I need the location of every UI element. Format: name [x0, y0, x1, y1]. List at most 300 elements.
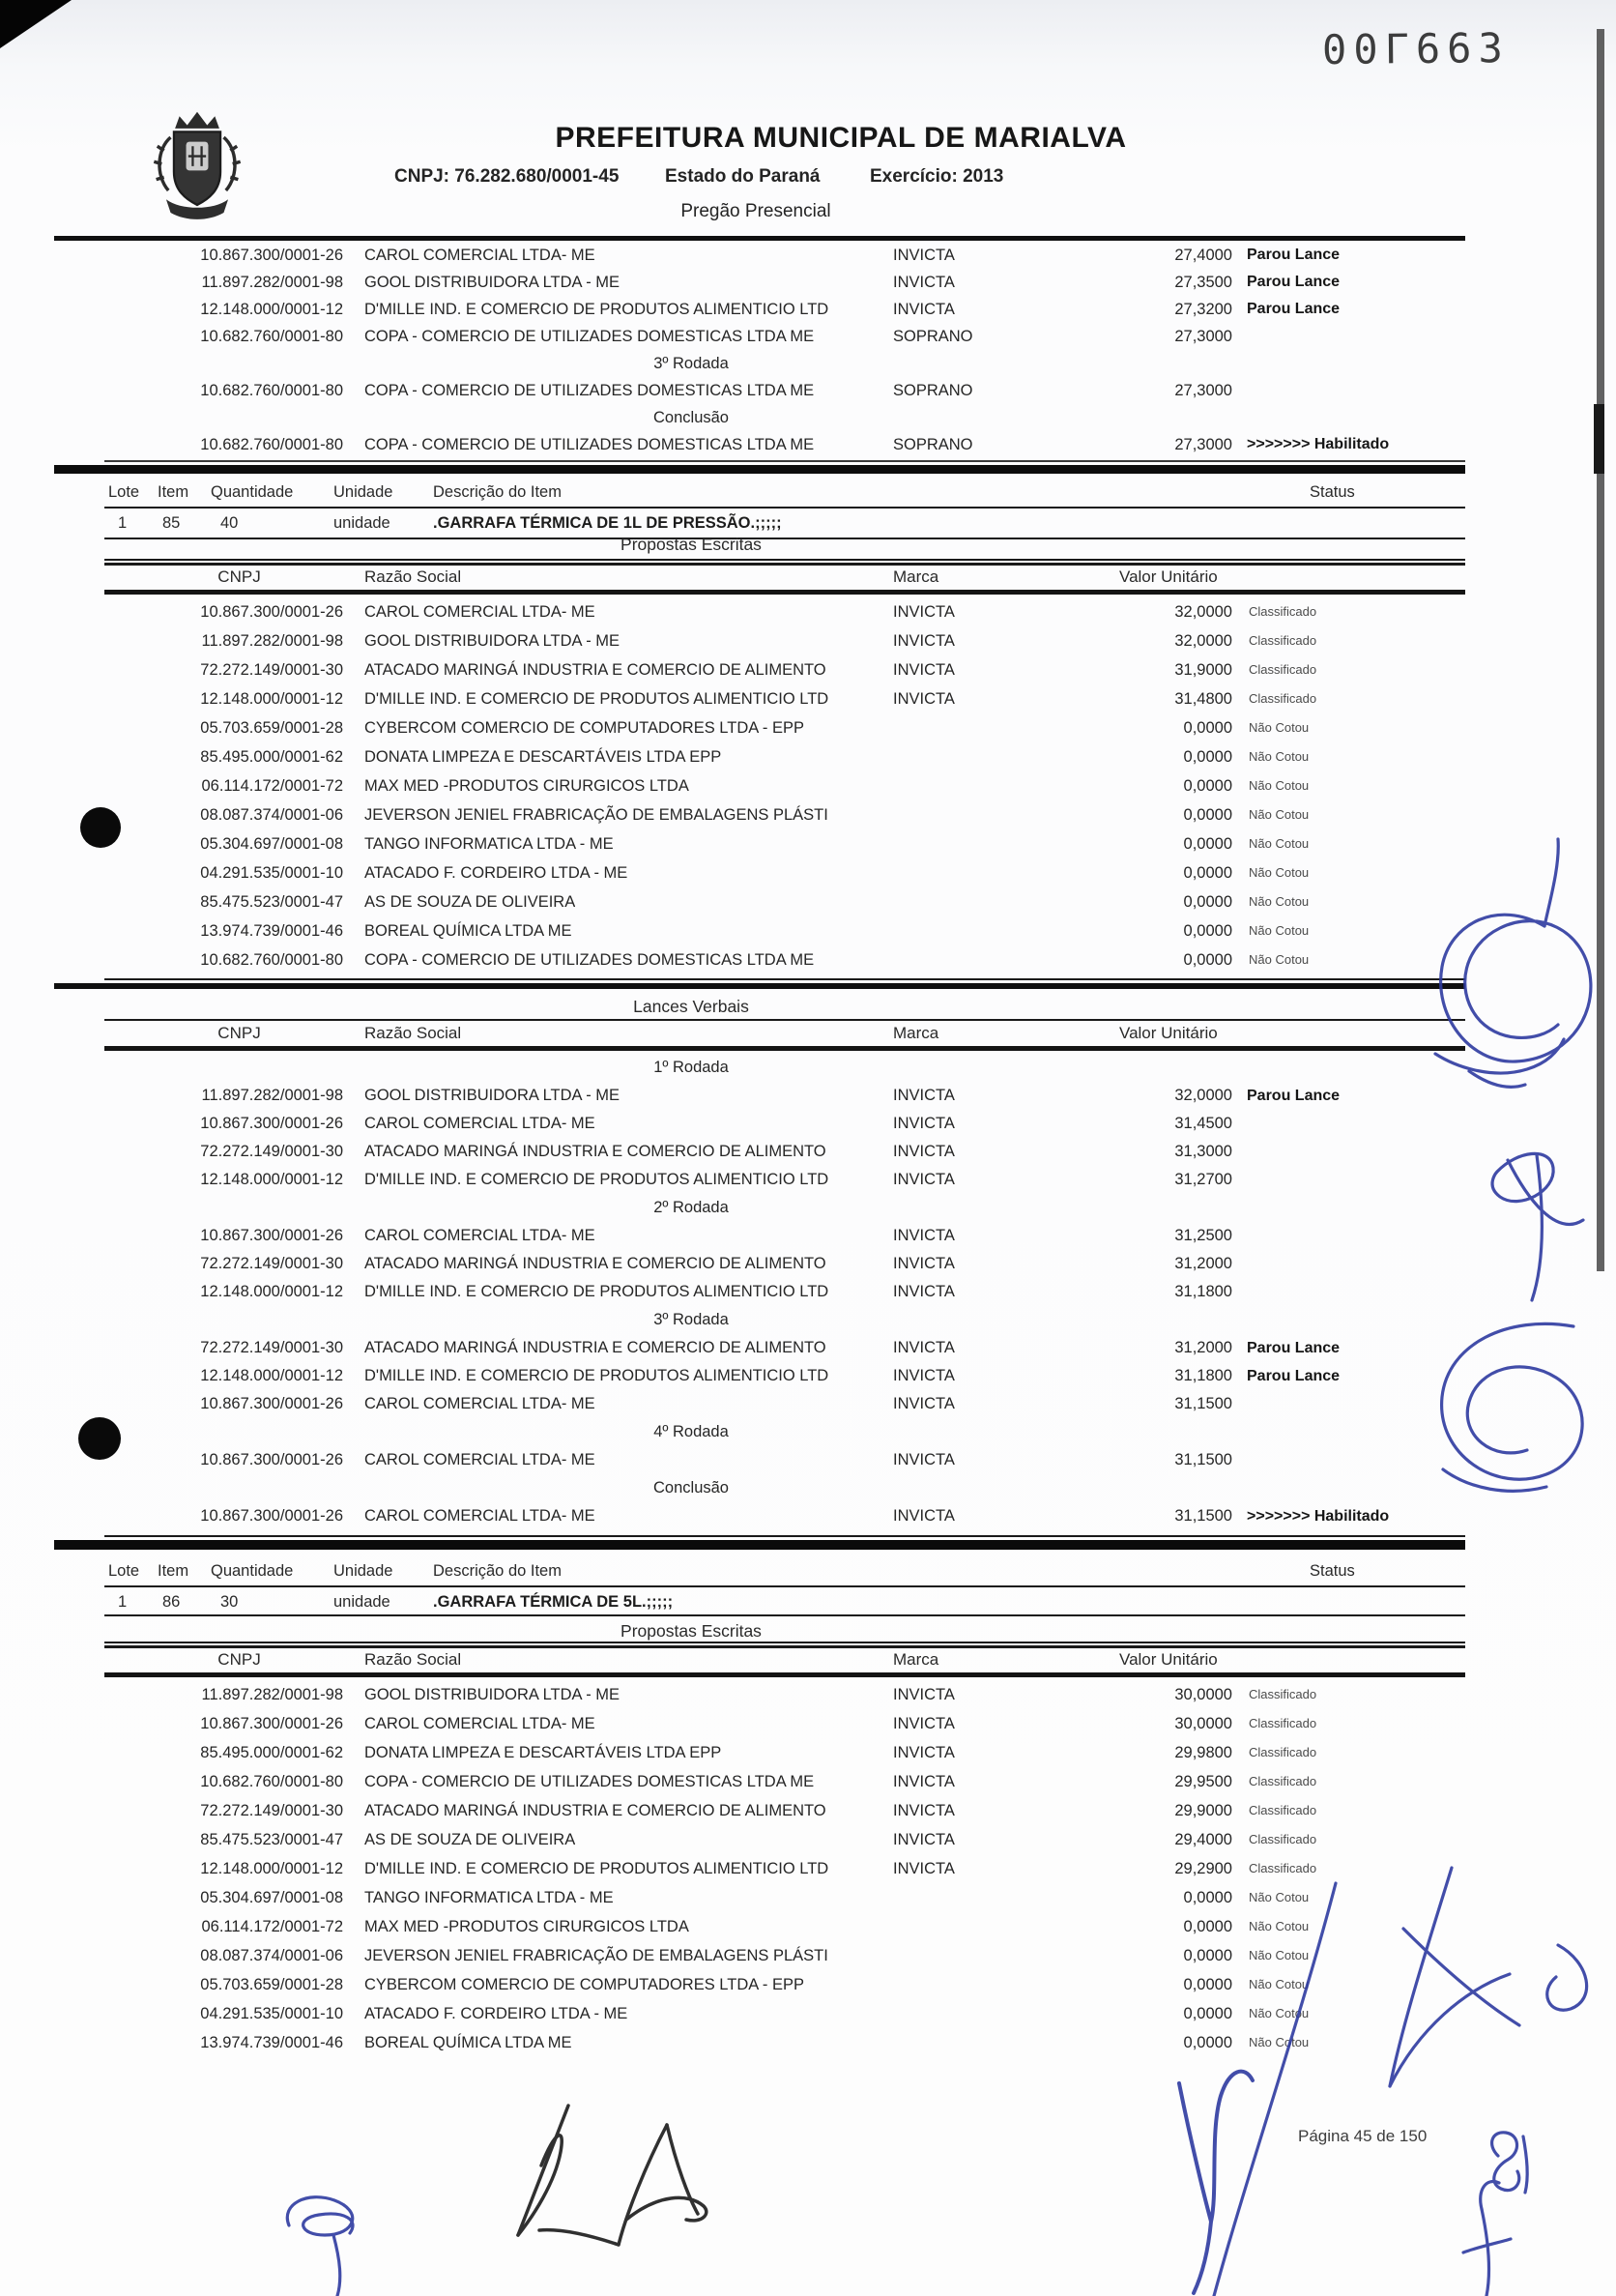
- col-descricao: Descrição do Item: [433, 1562, 562, 1580]
- cell-razao-social: D'MILLE IND. E COMERCIO DE PRODUTOS ALIMENTICIO LTD: [364, 1283, 829, 1300]
- cell-cnpj: 10.867.300/0001-26: [200, 1715, 343, 1732]
- cell-razao-social: ATACADO MARINGÁ INDUSTRIA E COMERCIO DE ALIMENTO: [364, 1339, 826, 1356]
- col-cnpj: CNPJ: [217, 1650, 261, 1669]
- cell-valor-unitario: 31,9000: [1174, 661, 1232, 679]
- round-label: 1º Rodada: [653, 1059, 729, 1076]
- cell-cnpj: 04.291.535/0001-10: [200, 2005, 343, 2022]
- cell-marca: INVICTA: [893, 1171, 955, 1188]
- cell-razao-social: D'MILLE IND. E COMERCIO DE PRODUTOS ALIMENTICIO LTD: [364, 690, 829, 708]
- divider-line: [54, 465, 1465, 474]
- document-subtitle: Pregão Presencial: [680, 201, 831, 221]
- propostas-escritas-table-85: [0, 597, 1616, 974]
- cell-razao-social: JEVERSON JENIEL FRABRICAÇÃO DE EMBALAGENS PLÁSTI: [364, 1947, 828, 1964]
- exercise-line: [870, 166, 1003, 188]
- cell-cnpj: 12.148.000/0001-12: [200, 1171, 343, 1188]
- cell-cnpj: 10.867.300/0001-26: [200, 603, 343, 621]
- table-row: [0, 1502, 1616, 1530]
- cell-cnpj: 10.682.760/0001-80: [200, 436, 343, 453]
- cell-razao-social: ATACADO MARINGÁ INDUSTRIA E COMERCIO DE ALIMENTO: [364, 1255, 826, 1272]
- table-row: [0, 1796, 1616, 1825]
- cell-status-muted: Classificado: [1249, 662, 1317, 677]
- cell-razao-social: AS DE SOUZA DE OLIVEIRA: [364, 1831, 576, 1848]
- cell-cnpj: 10.867.300/0001-26: [200, 1507, 343, 1525]
- cell-cnpj: 11.897.282/0001-98: [201, 274, 343, 291]
- cell-valor-unitario: 32,0000: [1174, 1087, 1232, 1104]
- value-quantidade: 40: [220, 514, 239, 532]
- cell-valor-unitario: 0,0000: [1183, 1976, 1232, 1993]
- cell-status-muted: Classificado: [1249, 633, 1317, 648]
- cell-razao-social: D'MILLE IND. E COMERCIO DE PRODUTOS ALIMENTICIO LTD: [364, 1860, 829, 1877]
- table-row: [0, 1446, 1616, 1474]
- cell-valor-unitario: 27,3000: [1174, 436, 1232, 453]
- cell-cnpj: 10.682.760/0001-80: [200, 951, 343, 969]
- divider-line: [104, 460, 1465, 462]
- cell-cnpj: 10.867.300/0001-26: [200, 247, 343, 264]
- cell-status-muted: Não Cotou: [1249, 2006, 1310, 2020]
- cell-razao-social: GOOL DISTRIBUIDORA LTDA - ME: [364, 1686, 620, 1703]
- exercise-label: Exercício:: [870, 166, 958, 187]
- cell-cnpj: 12.148.000/0001-12: [200, 1283, 343, 1300]
- cell-status-muted: Classificado: [1249, 1803, 1317, 1817]
- cell-razao-social: CAROL COMERCIAL LTDA- ME: [364, 1227, 595, 1244]
- table-row: [0, 377, 1616, 404]
- cell-cnpj: 10.682.760/0001-80: [200, 382, 343, 399]
- cell-valor-unitario: 27,3000: [1174, 382, 1232, 399]
- round-label: 2º Rodada: [653, 1199, 729, 1216]
- table-row: [0, 1474, 1616, 1502]
- cell-marca: INVICTA: [893, 1802, 955, 1819]
- table-row: [0, 1680, 1616, 1709]
- cell-valor-unitario: 0,0000: [1183, 1947, 1232, 1964]
- cell-cnpj: 72.272.149/0001-30: [200, 661, 343, 679]
- value-item: 85: [162, 514, 181, 532]
- round-label: Conclusão: [653, 409, 729, 426]
- cell-valor-unitario: 32,0000: [1174, 632, 1232, 650]
- value-descricao: .GARRAFA TÉRMICA DE 1L DE PRESSÃO.;;;;;: [433, 514, 782, 532]
- cell-cnpj: 12.148.000/0001-12: [200, 1860, 343, 1877]
- col-status: Status: [1310, 1562, 1355, 1580]
- divider-line: [104, 1535, 1465, 1537]
- table-row: [0, 1362, 1616, 1390]
- state-label: Estado do Paraná: [665, 166, 821, 187]
- cell-status: Parou Lance: [1247, 1088, 1341, 1104]
- cell-status-muted: Não Cotou: [1249, 865, 1310, 880]
- cell-status-muted: Classificado: [1249, 1861, 1317, 1875]
- col-marca: Marca: [893, 567, 939, 586]
- value-lote: 1: [118, 1593, 128, 1611]
- lot-item-row-85: [0, 510, 1616, 536]
- table-row: [0, 1306, 1616, 1334]
- cell-valor-unitario: 29,9800: [1174, 1744, 1232, 1761]
- round-label: 3º Rodada: [653, 355, 729, 372]
- cell-razao-social: CAROL COMERCIAL LTDA- ME: [364, 1115, 595, 1132]
- cell-valor-unitario: 27,3500: [1174, 274, 1232, 291]
- cell-razao-social: CYBERCOM COMERCIO DE COMPUTADORES LTDA - EPP: [364, 1976, 805, 1993]
- lances-verbais-table-85: [0, 1054, 1616, 1530]
- cell-valor-unitario: 0,0000: [1183, 748, 1232, 766]
- cell-razao-social: CAROL COMERCIAL LTDA- ME: [364, 1715, 595, 1732]
- cell-cnpj: 12.148.000/0001-12: [200, 1367, 343, 1384]
- cell-cnpj: 12.148.000/0001-12: [200, 301, 343, 318]
- cnpj-label: CNPJ:: [394, 166, 450, 187]
- table-row: [0, 1082, 1616, 1110]
- cell-status: >>>>>>> Habilitado: [1247, 436, 1390, 452]
- cell-status-muted: Não Cotou: [1249, 807, 1310, 822]
- cell-status-muted: Classificado: [1249, 1687, 1317, 1701]
- cell-status-muted: Classificado: [1249, 1716, 1317, 1730]
- cell-cnpj: 12.148.000/0001-12: [200, 690, 343, 708]
- col-valor-unitario: Valor Unitário: [1119, 1024, 1218, 1042]
- cell-razao-social: DONATA LIMPEZA E DESCARTÁVEIS LTDA EPP: [364, 1744, 722, 1761]
- cell-status-muted: Classificado: [1249, 1832, 1317, 1846]
- section-title-lances: Lances Verbais: [633, 997, 749, 1016]
- lances-column-header: [0, 1023, 1616, 1044]
- table-row: [0, 1767, 1616, 1796]
- col-cnpj: CNPJ: [217, 567, 261, 586]
- cell-marca: INVICTA: [893, 1255, 955, 1272]
- value-quantidade: 30: [220, 1593, 239, 1611]
- cell-marca: INVICTA: [893, 690, 955, 708]
- cell-status-muted: Não Cotou: [1249, 952, 1310, 967]
- col-razao-social: Razão Social: [364, 1024, 462, 1042]
- cell-razao-social: TANGO INFORMATICA LTDA - ME: [364, 1889, 614, 1906]
- cell-valor-unitario: 31,1500: [1174, 1451, 1232, 1468]
- cell-razao-social: JEVERSON JENIEL FRABRICAÇÃO DE EMBALAGENS PLÁSTI: [364, 806, 828, 824]
- cell-valor-unitario: 31,2500: [1174, 1227, 1232, 1244]
- cell-valor-unitario: 31,1500: [1174, 1395, 1232, 1412]
- cell-razao-social: CYBERCOM COMERCIO DE COMPUTADORES LTDA - EPP: [364, 719, 805, 737]
- cell-status-muted: Não Cotou: [1249, 836, 1310, 851]
- table-row: [0, 1825, 1616, 1854]
- cell-cnpj: 72.272.149/0001-30: [200, 1143, 343, 1160]
- col-lote: Lote: [108, 1562, 140, 1580]
- cell-razao-social: ATACADO MARINGÁ INDUSTRIA E COMERCIO DE ALIMENTO: [364, 1802, 826, 1819]
- corner-shadow: [0, 0, 72, 48]
- col-marca: Marca: [893, 1650, 939, 1669]
- cell-marca: INVICTA: [893, 1367, 955, 1384]
- cell-razao-social: MAX MED -PRODUTOS CIRURGICOS LTDA: [364, 1918, 689, 1935]
- signature-loops-bottom-left: [287, 2197, 353, 2296]
- cell-marca: INVICTA: [893, 1451, 955, 1468]
- cell-valor-unitario: 0,0000: [1183, 1918, 1232, 1935]
- cell-marca: INVICTA: [893, 1143, 955, 1160]
- cell-status-muted: Não Cotou: [1249, 894, 1310, 909]
- propostas-column-header: [0, 567, 1616, 588]
- table-row: [0, 655, 1616, 684]
- cell-status: Parou Lance: [1247, 274, 1341, 290]
- table-row: [0, 626, 1616, 655]
- cell-razao-social: GOOL DISTRIBUIDORA LTDA - ME: [364, 274, 620, 291]
- cell-cnpj: 05.304.697/0001-08: [200, 1889, 343, 1906]
- cell-valor-unitario: 31,1800: [1174, 1283, 1232, 1300]
- cell-cnpj: 08.087.374/0001-06: [200, 806, 343, 824]
- page-number: Página 45 de 150: [1298, 2127, 1428, 2145]
- signature-black-1: [518, 2106, 568, 2235]
- cell-cnpj: 85.495.000/0001-62: [200, 748, 343, 766]
- cell-razao-social: TANGO INFORMATICA LTDA - ME: [364, 835, 614, 853]
- cell-valor-unitario: 0,0000: [1183, 2034, 1232, 2051]
- col-quantidade: Quantidade: [211, 1562, 294, 1580]
- cell-marca: INVICTA: [893, 1831, 955, 1848]
- header-meta: [0, 166, 1616, 189]
- cell-razao-social: CAROL COMERCIAL LTDA- ME: [364, 603, 595, 621]
- page-stamp-number: 00Γ663: [1321, 23, 1510, 74]
- cell-razao-social: ATACADO MARINGÁ INDUSTRIA E COMERCIO DE ALIMENTO: [364, 1143, 826, 1160]
- table-row: [0, 2028, 1616, 2057]
- cell-valor-unitario: 0,0000: [1183, 806, 1232, 824]
- cell-razao-social: CAROL COMERCIAL LTDA- ME: [364, 1395, 595, 1412]
- table-row: [0, 350, 1616, 377]
- table-row: [0, 1970, 1616, 1999]
- col-razao-social: Razão Social: [364, 1650, 462, 1669]
- table-row: [0, 1334, 1616, 1362]
- cell-marca: INVICTA: [893, 1507, 955, 1525]
- cell-razao-social: COPA - COMERCIO DE UTILIZADES DOMESTICAS LTDA ME: [364, 1773, 815, 1790]
- cell-razao-social: D'MILLE IND. E COMERCIO DE PRODUTOS ALIMENTICIO LTD: [364, 1367, 829, 1384]
- cell-status-muted: Não Cotou: [1249, 1977, 1310, 1991]
- round-label: 3º Rodada: [653, 1311, 729, 1328]
- cell-status-muted: Classificado: [1249, 1774, 1317, 1788]
- table-row: [0, 296, 1616, 323]
- col-item: Item: [158, 1562, 189, 1580]
- table-row: [0, 1110, 1616, 1138]
- cell-cnpj: 10.682.760/0001-80: [200, 1773, 343, 1790]
- col-status: Status: [1310, 483, 1355, 501]
- table-row: [0, 771, 1616, 800]
- propostas-column-header: [0, 1649, 1616, 1671]
- cell-status-muted: Classificado: [1249, 691, 1317, 706]
- value-item: 86: [162, 1593, 181, 1611]
- table-row: [0, 242, 1616, 269]
- cell-status: Parou Lance: [1247, 1368, 1341, 1384]
- cell-cnpj: 72.272.149/0001-30: [200, 1339, 343, 1356]
- cell-status: Parou Lance: [1247, 247, 1341, 263]
- cell-cnpj: 05.304.697/0001-08: [200, 835, 343, 853]
- cnpj-value: 76.282.680/0001-45: [454, 166, 620, 187]
- table-row: [0, 597, 1616, 626]
- cell-razao-social: CAROL COMERCIAL LTDA- ME: [364, 247, 595, 264]
- cell-marca: INVICTA: [893, 661, 955, 679]
- cell-valor-unitario: 0,0000: [1183, 864, 1232, 882]
- cell-valor-unitario: 0,0000: [1183, 719, 1232, 737]
- section-title-propostas: Propostas Escritas: [620, 1621, 762, 1641]
- cell-valor-unitario: 31,4500: [1174, 1115, 1232, 1132]
- cell-cnpj: 85.475.523/0001-47: [200, 1831, 343, 1848]
- cell-valor-unitario: 30,0000: [1174, 1686, 1232, 1703]
- cell-valor-unitario: 31,2000: [1174, 1255, 1232, 1272]
- value-descricao: .GARRAFA TÉRMICA DE 5L.;;;;;: [433, 1593, 674, 1611]
- cell-valor-unitario: 29,9500: [1174, 1773, 1232, 1790]
- cell-valor-unitario: 31,2700: [1174, 1171, 1232, 1188]
- table-row: [0, 1390, 1616, 1418]
- cell-valor-unitario: 0,0000: [1183, 893, 1232, 911]
- cell-cnpj: 05.703.659/0001-28: [200, 719, 343, 737]
- lot-table-header: [0, 480, 1616, 505]
- cell-cnpj: 05.703.659/0001-28: [200, 1976, 343, 1993]
- cell-status-muted: Não Cotou: [1249, 1948, 1310, 1962]
- table-row: [0, 1854, 1616, 1883]
- cell-razao-social: COPA - COMERCIO DE UTILIZADES DOMESTICAS LTDA ME: [364, 382, 815, 399]
- cell-razao-social: MAX MED -PRODUTOS CIRURGICOS LTDA: [364, 777, 689, 795]
- col-item: Item: [158, 483, 189, 501]
- cell-razao-social: BOREAL QUÍMICA LTDA ME: [364, 2034, 572, 2051]
- round-label: 4º Rodada: [653, 1423, 729, 1440]
- cell-status-muted: Não Cotou: [1249, 749, 1310, 764]
- cell-razao-social: AS DE SOUZA DE OLIVEIRA: [364, 893, 576, 911]
- signature-f-stroke: [1463, 2182, 1511, 2296]
- divider-line: [104, 1046, 1465, 1051]
- cell-razao-social: BOREAL QUÍMICA LTDA ME: [364, 922, 572, 940]
- cell-status: Parou Lance: [1247, 301, 1341, 317]
- divider-line: [104, 1642, 1465, 1643]
- cell-valor-unitario: 27,4000: [1174, 247, 1232, 264]
- cell-razao-social: CAROL COMERCIAL LTDA- ME: [364, 1507, 595, 1525]
- cell-valor-unitario: 31,4800: [1174, 690, 1232, 708]
- table-row: [0, 1138, 1616, 1166]
- col-valor-unitario: Valor Unitário: [1119, 567, 1218, 586]
- col-valor-unitario: Valor Unitário: [1119, 1650, 1218, 1669]
- cell-valor-unitario: 29,2900: [1174, 1860, 1232, 1877]
- cell-razao-social: D'MILLE IND. E COMERCIO DE PRODUTOS ALIMENTICIO LTD: [364, 1171, 829, 1188]
- cell-cnpj: 72.272.149/0001-30: [200, 1255, 343, 1272]
- cell-valor-unitario: 0,0000: [1183, 1889, 1232, 1906]
- cell-marca: INVICTA: [893, 1715, 955, 1732]
- cell-valor-unitario: 32,0000: [1174, 603, 1232, 621]
- cell-cnpj: 85.495.000/0001-62: [200, 1744, 343, 1761]
- signature-v-stroke: [1179, 2072, 1253, 2293]
- cell-valor-unitario: 31,2000: [1174, 1339, 1232, 1356]
- col-lote: Lote: [108, 483, 140, 501]
- cell-cnpj: 10.867.300/0001-26: [200, 1395, 343, 1412]
- cell-valor-unitario: 27,3200: [1174, 301, 1232, 318]
- table-row: [0, 713, 1616, 742]
- cell-valor-unitario: 31,3000: [1174, 1143, 1232, 1160]
- cell-cnpj: 72.272.149/0001-30: [200, 1802, 343, 1819]
- cell-razao-social: ATACADO F. CORDEIRO LTDA - ME: [364, 2005, 628, 2022]
- continuation-table: [0, 242, 1616, 458]
- table-row: [0, 1941, 1616, 1970]
- cell-cnpj: 85.475.523/0001-47: [200, 893, 343, 911]
- cell-marca: SOPRANO: [893, 328, 973, 345]
- cell-valor-unitario: 31,1500: [1174, 1507, 1232, 1525]
- table-row: [0, 1194, 1616, 1222]
- cell-razao-social: COPA - COMERCIO DE UTILIZADES DOMESTICAS LTDA ME: [364, 328, 815, 345]
- cell-status-muted: Não Cotou: [1249, 923, 1310, 938]
- divider-line: [54, 1540, 1465, 1550]
- cell-valor-unitario: 27,3000: [1174, 328, 1232, 345]
- divider-line: [104, 1019, 1465, 1021]
- cell-status: Parou Lance: [1247, 1340, 1341, 1356]
- col-cnpj: CNPJ: [217, 1024, 261, 1042]
- value-unidade: unidade: [333, 1593, 390, 1611]
- divider-line: [104, 978, 1465, 980]
- cell-valor-unitario: 0,0000: [1183, 777, 1232, 795]
- cnpj-line: [394, 166, 619, 188]
- divider-line: [104, 1614, 1465, 1616]
- cell-marca: INVICTA: [893, 1686, 955, 1703]
- cell-status: >>>>>>> Habilitado: [1247, 1508, 1390, 1525]
- table-row: [0, 1278, 1616, 1306]
- table-row: [0, 858, 1616, 887]
- cell-marca: INVICTA: [893, 247, 955, 264]
- cell-status-muted: Classificado: [1249, 1745, 1317, 1759]
- table-row: [0, 1738, 1616, 1767]
- cell-status-muted: Não Cotou: [1249, 1890, 1310, 1904]
- cell-razao-social: ATACADO F. CORDEIRO LTDA - ME: [364, 864, 628, 882]
- cell-marca: INVICTA: [893, 632, 955, 650]
- cell-cnpj: 10.867.300/0001-26: [200, 1227, 343, 1244]
- cell-cnpj: 11.897.282/0001-98: [201, 1686, 343, 1703]
- cell-marca: INVICTA: [893, 274, 955, 291]
- cell-cnpj: 13.974.739/0001-46: [200, 2034, 343, 2051]
- table-row: [0, 323, 1616, 350]
- divider-line: [54, 983, 1465, 989]
- cell-marca: INVICTA: [893, 1283, 955, 1300]
- col-quantidade: Quantidade: [211, 483, 294, 501]
- table-row: [0, 916, 1616, 945]
- table-row: [0, 1222, 1616, 1250]
- cell-razao-social: GOOL DISTRIBUIDORA LTDA - ME: [364, 632, 620, 650]
- cell-cnpj: 06.114.172/0001-72: [201, 1918, 343, 1935]
- table-row: [0, 1912, 1616, 1941]
- cell-razao-social: GOOL DISTRIBUIDORA LTDA - ME: [364, 1087, 620, 1104]
- cell-marca: INVICTA: [893, 1115, 955, 1132]
- section-title-propostas: Propostas Escritas: [620, 535, 762, 554]
- cell-marca: INVICTA: [893, 603, 955, 621]
- table-row: [0, 1166, 1616, 1194]
- cell-cnpj: 08.087.374/0001-06: [200, 1947, 343, 1964]
- cell-valor-unitario: 0,0000: [1183, 951, 1232, 969]
- cell-razao-social: D'MILLE IND. E COMERCIO DE PRODUTOS ALIMENTICIO LTD: [364, 301, 829, 318]
- cell-valor-unitario: 31,1800: [1174, 1367, 1232, 1384]
- cell-cnpj: 11.897.282/0001-98: [201, 632, 343, 650]
- cell-valor-unitario: 30,0000: [1174, 1715, 1232, 1732]
- cell-status-muted: Não Cotou: [1249, 2035, 1310, 2049]
- table-row: [0, 800, 1616, 829]
- exercise-value: 2013: [963, 166, 1004, 187]
- cell-status-muted: Não Cotou: [1249, 720, 1310, 735]
- table-row: [0, 742, 1616, 771]
- cell-marca: INVICTA: [893, 1339, 955, 1356]
- table-row: [0, 431, 1616, 458]
- cell-cnpj: 11.897.282/0001-98: [201, 1087, 343, 1104]
- cell-status-muted: Não Cotou: [1249, 778, 1310, 793]
- lot-item-row-86: [0, 1589, 1616, 1614]
- table-row: [0, 1250, 1616, 1278]
- cell-cnpj: 10.682.760/0001-80: [200, 328, 343, 345]
- cell-razao-social: CAROL COMERCIAL LTDA- ME: [364, 1451, 595, 1468]
- table-row: [0, 1883, 1616, 1912]
- col-unidade: Unidade: [333, 1562, 393, 1580]
- table-row: [0, 1054, 1616, 1082]
- divider-line: [104, 590, 1465, 595]
- divider-line: [54, 236, 1465, 241]
- table-row: [0, 887, 1616, 916]
- table-row: [0, 945, 1616, 974]
- table-row: [0, 684, 1616, 713]
- signature-small-curl: [1492, 2133, 1528, 2193]
- page-title: PREFEITURA MUNICIPAL DE MARIALVA: [555, 122, 1127, 154]
- cell-razao-social: COPA - COMERCIO DE UTILIZADES DOMESTICAS LTDA ME: [364, 951, 815, 969]
- lot-table-header: [0, 1558, 1616, 1584]
- cell-marca: SOPRANO: [893, 436, 973, 453]
- table-row: [0, 404, 1616, 431]
- cell-status-muted: Não Cotou: [1249, 1919, 1310, 1933]
- cell-marca: INVICTA: [893, 1773, 955, 1790]
- cell-valor-unitario: 0,0000: [1183, 922, 1232, 940]
- col-unidade: Unidade: [333, 483, 393, 501]
- cell-cnpj: 10.867.300/0001-26: [200, 1115, 343, 1132]
